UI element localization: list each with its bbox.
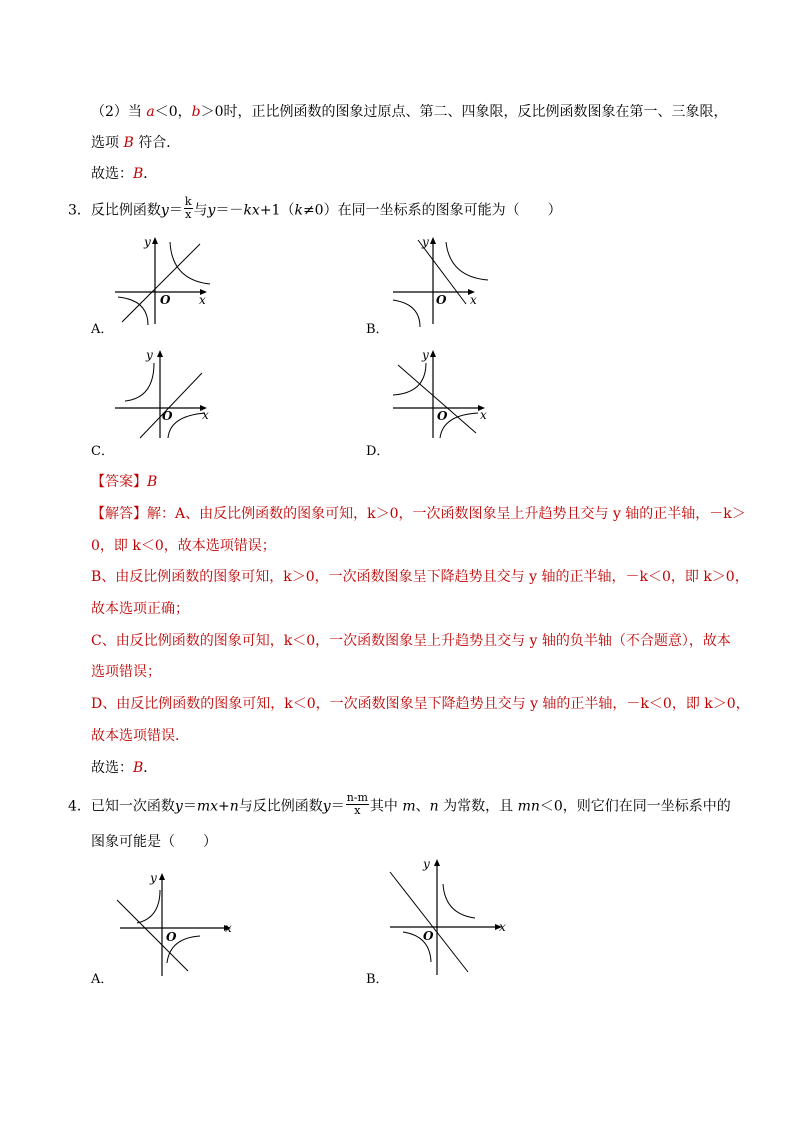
origin-label: O <box>160 293 171 307</box>
origin-label: O <box>436 293 447 307</box>
q3-solution-line-8: 故本选项错误． <box>91 728 189 744</box>
q3-fraction: $\frac{k}{x}$ <box>184 195 192 221</box>
prev-line-1: （2）当 a＜0，b＞0时，正比例函数的图象过原点、第二、四象限，反比例函数图象在第一、三象限， <box>91 104 728 120</box>
axis-label-x: x <box>225 921 232 935</box>
q3-option-d[interactable]: D． <box>366 444 390 459</box>
q4-graph-b <box>385 852 515 977</box>
q3-solution-line-3: B、由反比例函数的图象可知，k＞0，一次函数图象呈下降趋势且交与 y 轴的正半轴，－k＜0，即 k＞0， <box>91 569 749 585</box>
origin-label: O <box>437 409 448 423</box>
q3-option-c[interactable]: C． <box>91 444 114 459</box>
axis-label-x: x <box>199 293 206 307</box>
q3-option-a[interactable]: A． <box>91 322 114 337</box>
q3-solution-line-1: 【解答】解：A、由反比例函数的图象可知，k＞0，一次函数图象呈上升趋势且交与 y 轴的正半轴，－k＞ <box>91 506 746 522</box>
prev-line-2: 选项 B 符合． <box>91 135 181 151</box>
q3-solution-line-6: 选项错误； <box>91 664 161 680</box>
axis-label-y: y <box>423 857 430 871</box>
q4-graph-a <box>112 868 242 978</box>
q4-fraction: $\frac{n-m}{x}$ <box>346 791 368 817</box>
axis-label-y: y <box>422 235 429 249</box>
q4-stem-line-1: 4．已知一次函数y＝mx+n与反比例函数y＝ $\frac{n-m}{x}$ 其中 m、n 为常数，且 mn＜0，则它们在同一坐标系中的 <box>68 791 731 817</box>
origin-label: O <box>166 930 177 944</box>
axis-label-x: x <box>480 408 487 422</box>
q3-solution-line-5: C、由反比例函数的图象可知，k＜0，一次函数图象呈上升趋势且交与 y 轴的负半轴（不合题意），故本 <box>91 633 731 649</box>
axis-label-y: y <box>146 348 153 362</box>
q3-solution-line-7: D、由反比例函数的图象可知，k＜0，一次函数图象呈下降趋势且交与 y 轴的正半轴，－k＜0，即 k＞0， <box>91 696 750 712</box>
axis-label-x: x <box>499 920 506 934</box>
q3-graph-b <box>388 232 498 327</box>
q3-final-answer: 故选：B． <box>91 760 158 776</box>
origin-label: O <box>162 409 173 423</box>
q3-option-b[interactable]: B． <box>366 322 389 337</box>
q3-stem: 3．反比例函数y＝ $\frac{k}{x}$ 与y＝－kx+1（k≠0）在同一坐标系的图象可能为（ ） <box>68 195 562 221</box>
q3-graph-c <box>110 343 220 443</box>
q3-answer: 【答案】B <box>91 474 158 490</box>
prev-answer: 故选：B． <box>91 166 158 182</box>
q3-graph-d <box>388 343 498 443</box>
axis-label-x: x <box>202 408 209 422</box>
q4-stem-line-2: 图象可能是（ ） <box>91 834 217 850</box>
q4-option-a[interactable]: A． <box>91 972 114 987</box>
q3-solution-line-4: 故本选项正确； <box>91 601 189 617</box>
axis-label-y: y <box>150 871 157 885</box>
q4-option-b[interactable]: B． <box>366 972 389 987</box>
q3-solution-line-2: 0，即 k＜0，故本选项错误； <box>91 538 276 554</box>
axis-label-y: y <box>422 348 429 362</box>
axis-label-y: y <box>144 235 151 249</box>
q3-graph-a <box>110 232 220 327</box>
axis-label-x: x <box>470 293 477 307</box>
origin-label: O <box>423 929 434 943</box>
